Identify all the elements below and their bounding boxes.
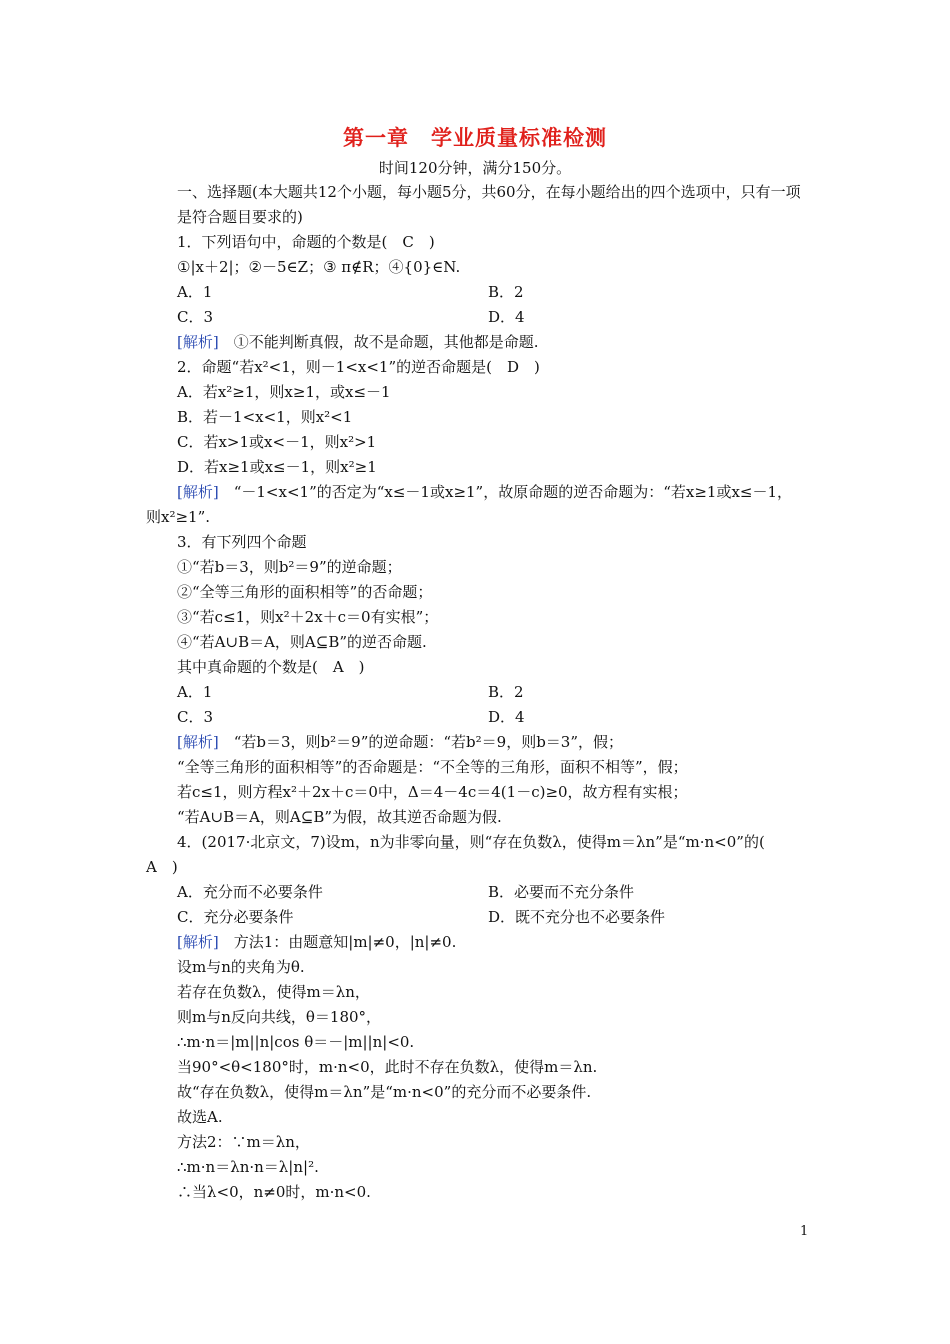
q4-analysis-4: 则m与n反向共线，θ＝180°， (177, 1008, 382, 1026)
q3-item-2: ②“全等三角形的面积相等”的否命题； (177, 583, 433, 601)
q1-option-c: C．3 (177, 308, 214, 326)
q3-analysis-1 (146, 730, 806, 755)
analysis-tag: [解析] (177, 333, 219, 351)
q4-analysis-10: ∴m·n＝λn·n＝λ|n|². (177, 1158, 319, 1176)
q2-analysis (146, 480, 806, 530)
q3-option-c: C．3 (177, 708, 214, 726)
q4-analysis-9: 方法2：∵m＝λn， (177, 1133, 310, 1151)
q4-stem: 4．(2017·北京文，7)设m，n为非零向量，则“存在负数λ，使得m＝λn”是“m·n<0”的( A ) (146, 833, 780, 876)
q4-analysis-5: ∴m·n＝|m||n|cos θ＝－|m||n|<0. (177, 1033, 415, 1051)
q3-option-b: B．2 (488, 683, 524, 701)
q3-question: 其中真命题的个数是( A ) (177, 658, 365, 676)
q3-options-row-2 (146, 705, 806, 730)
q4-option-b: B．必要而不充分条件 (488, 883, 635, 901)
q3-analysis-4: “若A∪B＝A，则A⊆B”为假，故其逆否命题为假. (177, 808, 502, 826)
q4-analysis-text-1: 方法1：由题意知|m|≠0，|n|≠0. (218, 933, 457, 951)
q2-option-c: C．若x>1或x<－1，则x²>1 (177, 433, 377, 451)
analysis-tag: [解析] (177, 733, 219, 751)
analysis-tag: [解析] (177, 933, 219, 951)
q2-analysis-text: “－1<x<1”的否定为“x≤－1或x≥1”，故原命题的逆否命题为：“若x≥1或x≤－1，则x²≥1”. (146, 483, 793, 526)
q4-analysis-6: 当90°<θ<180°时，m·n<0，此时不存在负数λ，使得m＝λn. (177, 1058, 598, 1076)
q1-options-row-1 (146, 280, 806, 305)
q1-items: ①|x＋2|；②－5∈Z；③ π∉R；④{0}∈N. (177, 258, 461, 276)
q2-option-a: A．若x²≥1，则x≥1，或x≤－1 (177, 383, 391, 401)
q4-option-a: A．充分而不必要条件 (177, 883, 323, 901)
q1-option-b: B．2 (488, 283, 524, 301)
q3-option-d: D．4 (488, 708, 525, 726)
q4-analysis-3: 若存在负数λ，使得m＝λn， (177, 983, 370, 1001)
q3-analysis-2: “全等三角形的面积相等”的否命题是：“不全等的三角形，面积不相等”，假； (177, 758, 688, 776)
q1-option-d: D．4 (488, 308, 525, 326)
q1-stem: 1．下列语句中，命题的个数是( C ) (177, 233, 435, 251)
q3-options-row-1 (146, 680, 806, 705)
q3-item-1: ①“若b＝3，则b²＝9”的逆命题； (177, 558, 402, 576)
q4-analysis-7: 故“存在负数λ，使得m＝λn”是“m·n<0”的充分而不必要条件. (177, 1083, 592, 1101)
q1-analysis-text: ①不能判断真假，故不是命题，其他都是命题. (218, 333, 539, 351)
q4-analysis-2: 设m与n的夹角为θ. (177, 958, 305, 976)
q3-item-4: ④“若A∪B＝A，则A⊆B”的逆否命题. (177, 633, 427, 651)
q4-options-row-1 (146, 880, 806, 905)
q3-item-3: ③“若c≤1，则x²＋2x＋c＝0有实根”； (177, 608, 439, 626)
q4-analysis-1 (146, 930, 806, 955)
q4-analysis-8: 故选A. (177, 1108, 223, 1126)
q1-option-a: A．1 (177, 283, 213, 301)
q3-analysis-text-1: “若b＝3，则b²＝9”的逆命题：“若b²＝9，则b＝3”，假； (218, 733, 624, 751)
q4-option-d: D．既不充分也不必要条件 (488, 908, 666, 926)
q4-options-row-2 (146, 905, 806, 930)
q2-option-b: B．若－1<x<1，则x²<1 (177, 408, 353, 426)
section-heading: 一、选择题(本大题共12个小题，每小题5分，共60分，在每小题给出的四个选项中，只有一项是符合题目要求的) (177, 183, 801, 226)
q1-analysis (146, 330, 806, 355)
q4-option-c: C．充分必要条件 (177, 908, 294, 926)
document-body (146, 180, 806, 1205)
page-number: 1 (800, 1224, 809, 1239)
q2-stem: 2．命题“若x²<1，则－1<x<1”的逆否命题是( D ) (177, 358, 540, 376)
page-title: 第一章 学业质量标准检测 (343, 125, 607, 150)
q4-analysis-11: ∴当λ<0，n≠0时，m·n<0. (177, 1183, 371, 1201)
page-subtitle: 时间120分钟，满分150分。 (378, 159, 572, 177)
q3-stem: 3．有下列四个命题 (177, 533, 307, 551)
analysis-tag: [解析] (177, 483, 219, 501)
q1-options-row-2 (146, 305, 806, 330)
q2-option-d: D．若x≥1或x≤－1，则x²≥1 (177, 458, 377, 476)
q3-option-a: A．1 (177, 683, 213, 701)
q3-analysis-3: 若c≤1，则方程x²＋2x＋c＝0中，Δ＝4－4c＝4(1－c)≥0，故方程有实根； (177, 783, 688, 801)
